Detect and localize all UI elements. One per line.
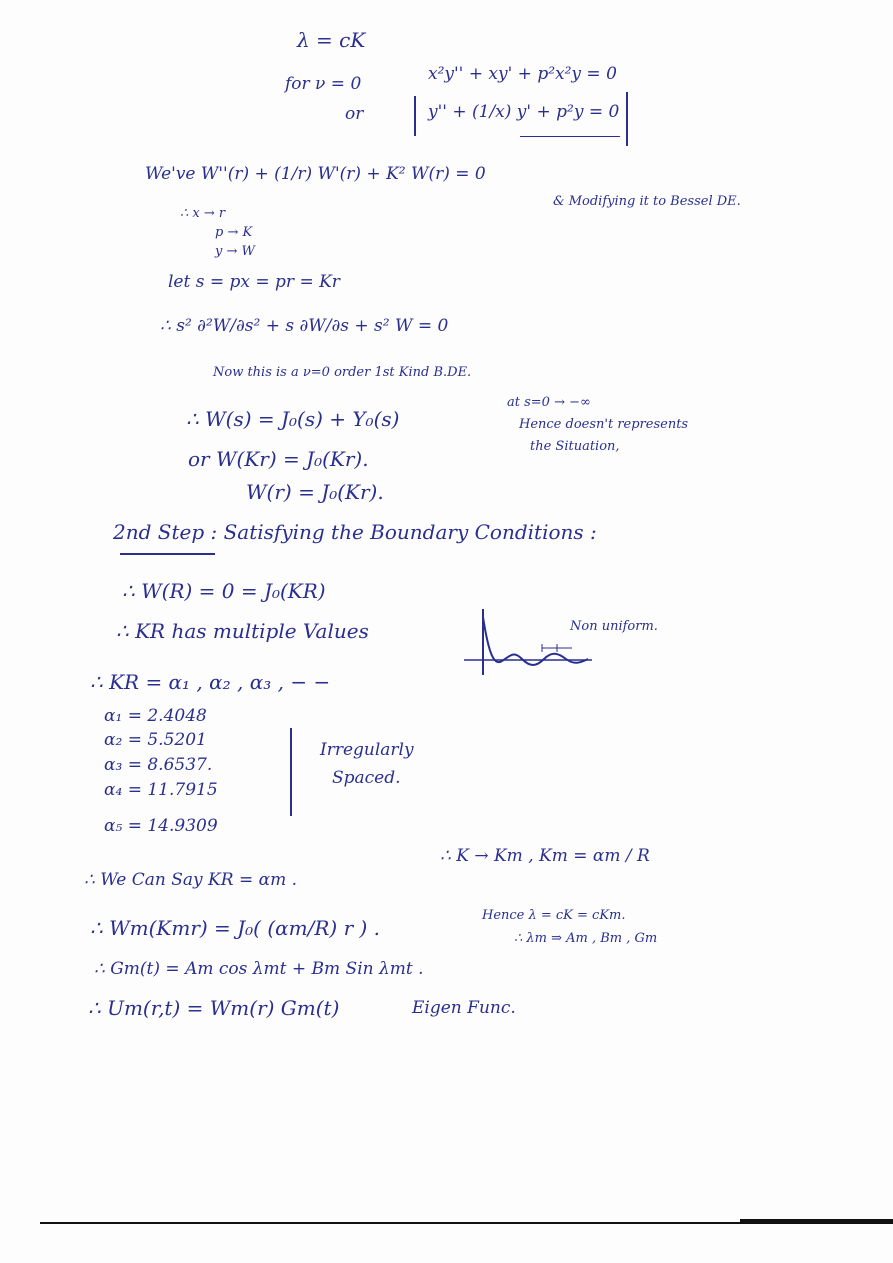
irregularly-label: Irregularly	[320, 740, 414, 760]
map-x-to-r: ∴ x → r	[180, 206, 226, 221]
alpha-4: α₄ = 11.7915	[104, 780, 218, 800]
step-two-heading: 2nd Step : Satisfying the Boundary Conditions :	[113, 520, 597, 544]
modifying-note: & Modifying it to Bessel DE.	[553, 194, 741, 209]
w-differential-equation: We've W''(r) + (1/r) W'(r) + K² W(r) = 0	[145, 164, 486, 184]
bessel-sketch	[462, 603, 602, 683]
non-uniform-note: Non uniform.	[570, 619, 658, 634]
page-bottom-rule-heavy	[740, 1219, 893, 1224]
box-left-edge	[414, 96, 416, 136]
um-expression: ∴ Um(r,t) = Wm(r) Gm(t)	[88, 996, 340, 1020]
lambda-m-note: ∴ λm ⇒ Am , Bm , Gm	[514, 931, 658, 946]
alpha-1: α₁ = 2.4048	[104, 706, 207, 726]
kr-multiple-values: ∴ KR has multiple Values	[116, 619, 369, 643]
lambda-km-note: Hence λ = cK = cKm.	[482, 908, 626, 923]
bessel-kind-note: Now this is a ν=0 order 1st Kind B.DE.	[213, 365, 472, 380]
wm-expression: ∴ Wm(Kmr) = J₀( (αm/R) r ) .	[90, 916, 381, 940]
y0-note-1: at s=0 → −∞	[507, 395, 591, 410]
box-bottom-stroke	[520, 136, 620, 137]
map-y-to-w: y → W	[215, 244, 255, 259]
boundary-condition: ∴ W(R) = 0 = J₀(KR)	[122, 579, 326, 603]
bessel-equation-normalized: y'' + (1/x) y' + p²y = 0	[428, 102, 620, 122]
spaced-label: Spaced.	[332, 768, 401, 788]
alpha-bracket	[290, 728, 292, 816]
k-to-km: ∴ K → Km , Km = αm / R	[440, 846, 650, 866]
bessel-equation: x²y'' + xy' + p²x²y = 0	[428, 64, 617, 84]
kr-alpha-list: ∴ KR = α₁ , α₂ , α₃ , − −	[90, 670, 331, 694]
alpha-2: α₂ = 5.5201	[104, 730, 207, 750]
solution-kr: or W(Kr) = J₀(Kr).	[188, 447, 369, 471]
kr-equals-alpha: ∴ We Can Say KR = αm .	[84, 870, 298, 890]
substitution-line: let s = px = pr = Kr	[168, 272, 340, 292]
lambda-definition: λ = cK	[297, 28, 366, 52]
y0-note-3: the Situation,	[530, 439, 620, 454]
general-solution: ∴ W(s) = J₀(s) + Y₀(s)	[186, 407, 400, 431]
y0-note-2: Hence doesn't represents	[519, 417, 689, 432]
alpha-5: α₅ = 14.9309	[104, 816, 218, 836]
heading-underline	[120, 553, 215, 555]
solution-r: W(r) = J₀(Kr).	[246, 480, 384, 504]
box-right-edge	[626, 92, 628, 146]
gm-expression: ∴ Gm(t) = Am cos λmt + Bm Sin λmt .	[94, 959, 424, 979]
alpha-3: α₃ = 8.6537.	[104, 755, 213, 775]
eigen-function-label: Eigen Func.	[412, 998, 516, 1018]
bessel-in-s: ∴ s² ∂²W/∂s² + s ∂W/∂s + s² W = 0	[160, 316, 449, 336]
nu-zero-label: for ν = 0	[285, 74, 362, 94]
or-label: or	[345, 104, 364, 124]
map-p-to-k: p → K	[215, 225, 253, 240]
